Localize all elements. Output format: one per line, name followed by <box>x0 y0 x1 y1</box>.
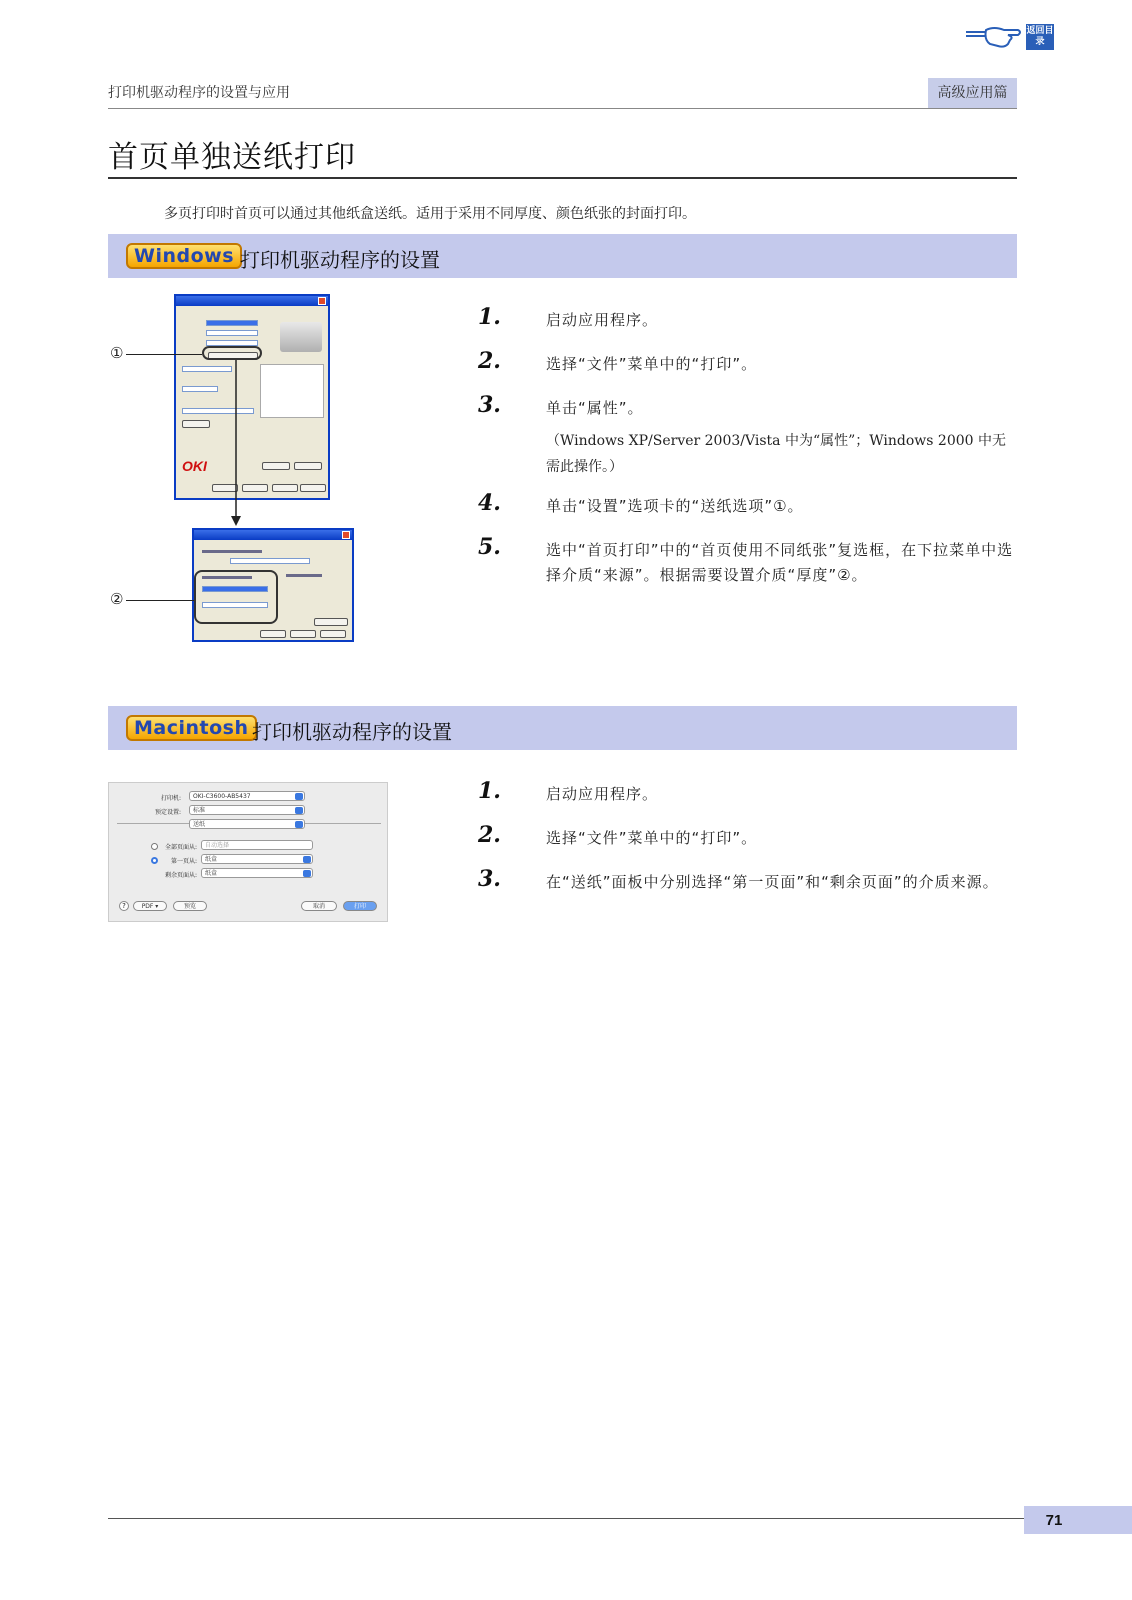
back-label[interactable]: 返回目录 <box>1026 24 1054 50</box>
macintosh-badge: Macintosh <box>126 715 257 741</box>
preset-popup[interactable]: 标准 <box>189 805 305 815</box>
callout-number-2: ② <box>110 590 124 608</box>
mac-step-number-3: 3. <box>478 866 501 892</box>
win-step-text-5: 选中“首页打印”中的“首页使用不同纸张”复选框，在下拉菜单中选择介质“来源”。根据需要设置介质“厚度”②。 <box>546 541 1014 584</box>
callout-number-1: ① <box>110 344 124 362</box>
first-page-label: 第一页从: <box>170 858 197 865</box>
win-step-number-1: 1. <box>478 304 501 330</box>
win-step-number-5: 5. <box>478 534 501 560</box>
win-step-text-3: 单击“属性”。 <box>546 399 644 417</box>
down-arrow-icon <box>230 360 242 528</box>
mac-step-text-2: 选择“文件”菜单中的“打印”。 <box>546 829 758 847</box>
printer-popup[interactable]: OKI-C3600-AB5437 <box>189 791 305 801</box>
help-icon[interactable]: ? <box>119 901 129 911</box>
win-step-number-4: 4. <box>478 490 501 516</box>
all-pages-label: 全部页面从: <box>164 844 197 851</box>
header-divider <box>108 108 1017 109</box>
print-button[interactable]: 打印 <box>343 901 377 911</box>
callout-leader-2 <box>126 600 194 601</box>
chapter-tag: 高级应用篇 <box>928 78 1017 108</box>
mac-step-text-3: 在“送纸”面板中分别选择“第一页面”和“剩余页面”的介质来源。 <box>546 873 999 891</box>
first-page-popup[interactable]: 纸盒 <box>201 854 313 864</box>
printer-properties-screenshot <box>174 294 330 500</box>
win-step-note-3: （Windows XP/Server 2003/Vista 中为“属性”；Windows 2000 中无需此操作。） <box>546 433 1006 475</box>
callout-frame-2 <box>194 570 278 624</box>
win-step-text-4: 单击“设置”选项卡的“送纸选项”①。 <box>546 497 804 515</box>
win-step-number-3: 3. <box>478 392 501 418</box>
mac-section-header <box>108 706 1017 750</box>
running-title: 打印机驱动程序的设置与应用 <box>108 85 290 101</box>
all-pages-popup[interactable]: 自动选择 <box>201 840 313 850</box>
footer-divider <box>108 1518 1024 1519</box>
windows-badge: Windows <box>126 243 242 269</box>
page-preview <box>260 364 324 418</box>
panel-popup[interactable]: 送纸 <box>189 819 305 829</box>
mac-print-dialog-screenshot <box>108 782 388 922</box>
win-step-text-2: 选择“文件”菜单中的“打印”。 <box>546 355 758 373</box>
pdf-button[interactable]: PDF ▾ <box>133 901 167 911</box>
title-divider <box>108 177 1017 179</box>
pointing-hand-icon <box>964 22 1028 52</box>
callout-frame-1 <box>202 346 262 360</box>
intro-paragraph: 多页打印时首页可以通过其他纸盒送纸。适用于采用不同厚度、颜色纸张的封面打印。 <box>164 206 696 222</box>
callout-leader-1 <box>126 354 202 355</box>
close-icon <box>342 531 350 539</box>
windows-section-title: 打印机驱动程序的设置 <box>240 248 440 272</box>
win-step-text-1: 启动应用程序。 <box>546 311 659 329</box>
mac-step-number-1: 1. <box>478 778 501 804</box>
printer-label: 打印机: <box>160 795 181 802</box>
preview-button[interactable]: 预览 <box>173 901 207 911</box>
windows-section-header <box>108 234 1017 278</box>
oki-logo: OKI <box>182 458 207 474</box>
mac-step-text-1: 启动应用程序。 <box>546 785 659 803</box>
close-icon <box>318 297 326 305</box>
remaining-label: 剩余页面从: <box>164 872 197 879</box>
page-title: 首页单独送纸打印 <box>108 140 356 175</box>
mac-step-number-2: 2. <box>478 822 501 848</box>
mac-section-title: 打印机驱动程序的设置 <box>252 720 452 744</box>
remaining-popup[interactable]: 纸盒 <box>201 868 313 878</box>
preset-label: 预定设置: <box>154 809 181 816</box>
page-number-box <box>1024 1506 1132 1534</box>
printer-image <box>280 322 322 352</box>
cancel-button[interactable]: 取消 <box>301 901 337 911</box>
page-number: 71 <box>1045 1512 1063 1529</box>
win-step-number-2: 2. <box>478 348 501 374</box>
